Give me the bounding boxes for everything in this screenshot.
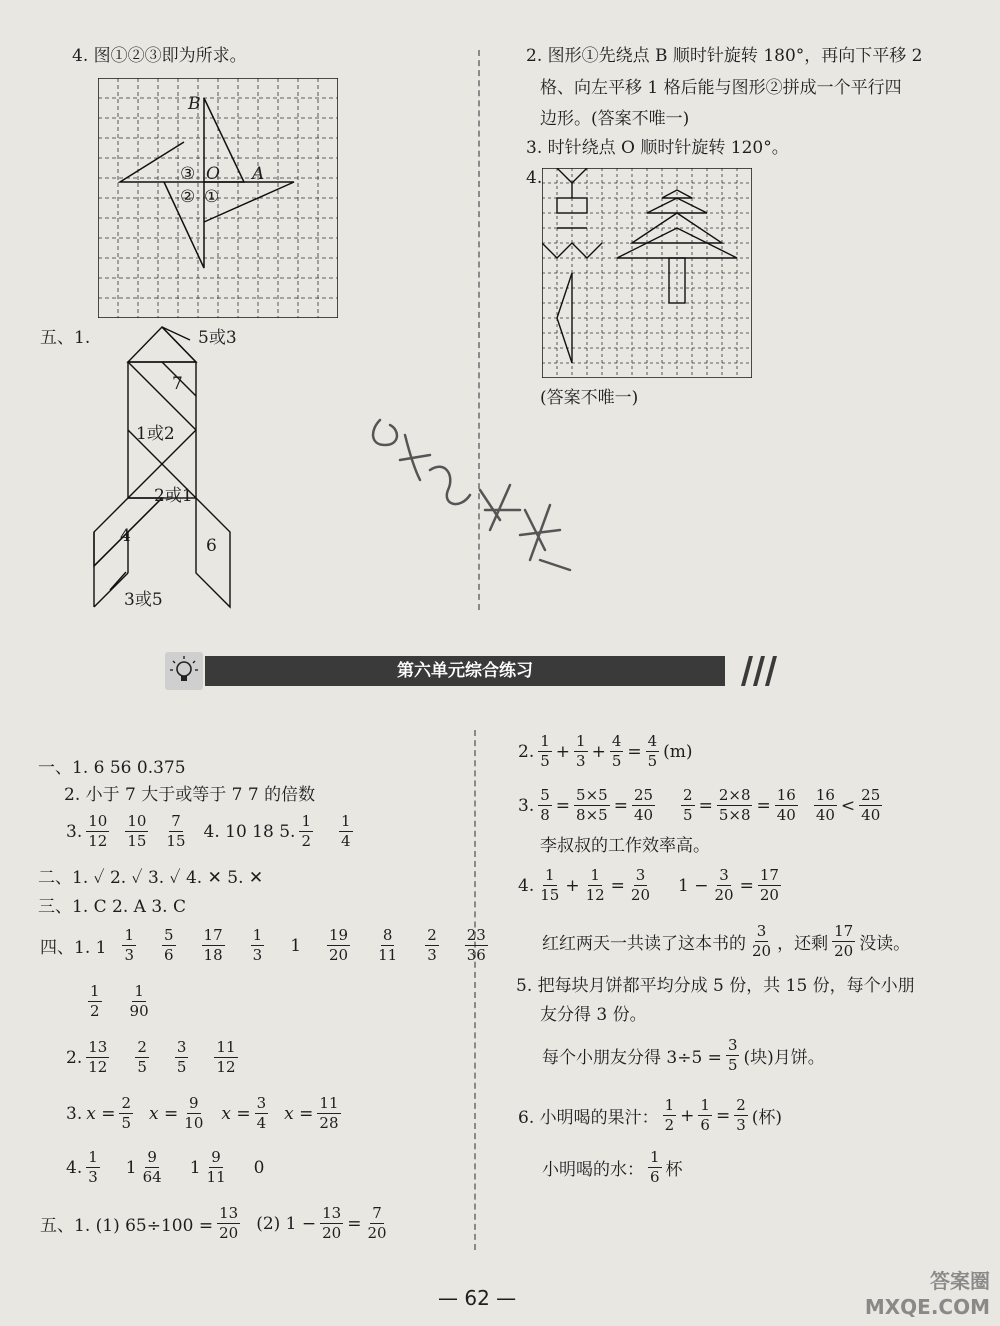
q2-text-line3: 边形。(答案不唯一): [540, 109, 690, 129]
fraction: $\frac{1}{3}$: [252, 926, 263, 964]
lightbulb-icon: [165, 652, 203, 690]
fraction: $\frac{5}{8}$: [540, 786, 550, 824]
tangram-label-4: 4: [120, 526, 131, 546]
fraction: $\frac{16}{40}$: [815, 786, 835, 824]
q3-text: 3. 时针绕点 O 顺时针旋转 120°。: [526, 138, 789, 158]
fraction: $\frac{11}{12}$: [216, 1038, 236, 1076]
fraction: $\frac{13}{20}$: [219, 1204, 239, 1242]
answer-r3-text: 李叔叔的工作效率高。: [540, 836, 710, 856]
fraction: $\frac{17}{18}$: [203, 926, 223, 964]
grid1-label-c2: ②: [180, 187, 196, 207]
fraction: $\frac{23}{36}$: [466, 926, 486, 964]
fraction: $\frac{1}{90}$: [129, 982, 149, 1020]
fraction: $\frac{3}{20}$: [752, 922, 772, 960]
fraction: $\frac{1}{2}$: [90, 982, 100, 1020]
answer-5-1-row: 五、1. (1) 65÷100 = $\frac{13}{20}$ (2) 1 − $\frac{13}{20}$ = $\frac{7}{20}$: [40, 1204, 387, 1242]
tangram-label-7: 7: [172, 374, 183, 394]
grid1-label-o: O: [206, 164, 220, 184]
fraction: $\frac{4}{5}$: [611, 732, 622, 770]
grid1-label-a: A: [252, 164, 265, 184]
fraction: $\frac{25}{40}$: [633, 786, 654, 824]
handwriting-scribble: [360, 400, 620, 580]
answer-r4-row: 4. $\frac{1}{15}$ + $\frac{1}{12}$ = $\frac{3}{20}$ 1 − $\frac{3}{20}$ = $\frac{17}{20}$: [518, 866, 779, 904]
q4-label: 4. 图①②③即为所求。: [72, 46, 247, 66]
answer-r4-text-row: 红红两天一共读了这本书的 $\frac{3}{20}$ ，还剩 $\frac{17}{20}$ 没读。: [542, 922, 911, 960]
answer-1-4-5: 4. 10 18 5.: [203, 821, 296, 842]
fraction: $\frac{1}{4}$: [340, 812, 351, 850]
fraction: $\frac{5}{6}$: [164, 926, 174, 964]
fraction: $\frac{2}{3}$: [736, 1096, 746, 1134]
answer-2: 二、1. ✓ 2. ✓ 3. ✓ 4. ✕ 5. ✕: [38, 868, 264, 888]
fraction: $\frac{5\times 5}{8\times 5}$: [576, 786, 608, 824]
answer-1: 一、1. 6 56 0.375: [38, 758, 186, 778]
fraction: $\frac{1}{3}$: [124, 926, 134, 964]
section-title: 第六单元综合练习: [397, 661, 533, 681]
answer-r5-row: 每个小朋友分得 3÷5 = $\frac{3}{5}$ (块)月饼。: [542, 1036, 825, 1074]
grid1-label-c1: ①: [204, 187, 220, 207]
fraction: $\frac{1}{6}$: [700, 1096, 710, 1134]
fraction: $\frac{17}{20}$: [759, 866, 779, 904]
fraction: $\frac{2}{5}$: [121, 1094, 132, 1132]
watermark: 答案圈 MXQE.COM: [864, 1269, 990, 1319]
fraction: $\frac{19}{20}$: [329, 926, 349, 964]
grid1-label-c3: ③: [180, 164, 196, 184]
fraction: $\frac{3}{20}$: [714, 866, 734, 904]
grid-figure-2: [542, 168, 752, 378]
tangram-label-53: 5或3: [198, 328, 237, 348]
answer-r3-row: 3. $\frac{5}{8}$ = $\frac{5\times 5}{8\times 5}$ = $\frac{25}{40}$ $\frac{2}{5}$ = $\frac{2\times 8}{5\times 8}$ = $\frac{16}{40}$ $\frac{16}{40}$ < $\frac{25}{40}$: [518, 786, 881, 824]
answer-1-3-prefix: 3.: [66, 821, 83, 842]
answer-4-1-row2: [86, 984, 153, 1019]
fraction: $\frac{9}{10}$: [184, 1094, 204, 1132]
fraction: $\frac{9}{11}$: [206, 1148, 226, 1186]
tangram-label-12: 1或2: [136, 424, 175, 444]
fraction: $\frac{1}{15}$: [540, 866, 560, 904]
fraction: $\frac{1}{12}$: [585, 866, 605, 904]
q4r-label: 4.: [526, 168, 543, 188]
fraction: $\frac{3}{4}$: [256, 1094, 267, 1132]
answer-r5-line2: 友分得 3 份。: [540, 1005, 647, 1025]
section-banner: [165, 652, 781, 690]
fraction: $\frac{1}{6}$: [650, 1148, 660, 1186]
answer-4-2-row: 2. $\frac{13}{12}$ $\frac{2}{5}$ $\frac{3}{5}$ $\frac{11}{12}$: [66, 1038, 236, 1076]
banner-stripes-icon: [733, 656, 781, 686]
fraction: $\frac{9}{64}$: [142, 1148, 162, 1186]
fraction: $\frac{1}{3}$: [576, 732, 586, 770]
answer-3: 三、1. C 2. A 3. C: [38, 897, 186, 917]
fraction: $\frac{1}{2}$: [664, 1096, 675, 1134]
fraction: $\frac{16}{40}$: [776, 786, 796, 824]
bottom-column-divider: [474, 730, 476, 1250]
fraction: $\frac{13}{12}$: [88, 1038, 108, 1076]
q2-text-line2: 格、向左平移 1 格后能与图形②拼成一个平行四: [540, 78, 902, 98]
fraction: $\frac{11}{28}$: [319, 1094, 339, 1132]
tangram-figure: [90, 322, 240, 612]
fraction: $\frac{10}{15}$: [127, 812, 147, 850]
tangram-label-35: 3或5: [124, 590, 163, 610]
answer-1-3-row: [64, 814, 355, 849]
fraction: $\frac{2}{5}$: [683, 786, 693, 824]
answer-r6-row: 6. 小明喝的果汁： $\frac{1}{2}$ + $\frac{1}{6}$ = $\frac{2}{3}$ (杯): [518, 1096, 783, 1134]
fraction: $\frac{1}{5}$: [540, 732, 550, 770]
grid1-label-b: B: [188, 94, 201, 114]
fraction: $\frac{25}{40}$: [861, 786, 881, 824]
fraction: $\frac{3}{5}$: [727, 1036, 738, 1074]
fraction: $\frac{17}{20}$: [834, 922, 854, 960]
fraction: $\frac{3}{5}$: [176, 1038, 187, 1076]
fraction: $\frac{2}{3}$: [427, 926, 437, 964]
answer-1-2: 2. 小于 7 大于或等于 7 7 的倍数: [64, 785, 316, 805]
q5-label: 五、1.: [40, 328, 91, 348]
fraction: $\frac{7}{20}$: [367, 1204, 387, 1242]
fraction: $\frac{4}{5}$: [647, 732, 658, 770]
fraction: $\frac{10}{12}$: [88, 812, 108, 850]
fraction: $\frac{1}{2}$: [301, 812, 311, 850]
q4r-note: (答案不唯一): [540, 388, 639, 408]
fraction: $\frac{8}{11}$: [378, 926, 398, 964]
fraction: $\frac{13}{20}$: [322, 1204, 342, 1242]
fraction: $\frac{7}{15}$: [166, 812, 186, 850]
q2-text-line1: 2. 图形①先绕点 B 顺时针旋转 180°，再向下平移 2: [526, 46, 923, 66]
fraction: $\frac{2}{5}$: [137, 1038, 147, 1076]
answer-4-3-row: 3. x = $\frac{2}{5}$ x = $\frac{9}{10}$ x = $\frac{3}{4}$ x = $\frac{11}{28}$: [66, 1094, 339, 1132]
tangram-label-6: 6: [206, 536, 217, 556]
answer-4-4-row: 4. $\frac{1}{3}$ 1 $\frac{9}{64}$ 1 $\frac{9}{11}$ 0: [66, 1148, 265, 1186]
answer-r2-row: 2. $\frac{1}{5}$ + $\frac{1}{3}$ + $\frac{4}{5}$ = $\frac{4}{5}$ (m): [518, 732, 693, 770]
page-number: — 62 —: [438, 1286, 517, 1310]
answer-r6b-row: 小明喝的水： $\frac{1}{6}$ 杯: [542, 1148, 683, 1186]
answer-4-1-row: 四、1. 1 $\frac{1}{3}$ $\frac{5}{6}$ $\frac{17}{18}$ $\frac{1}{3}$ 1 $\frac{19}{20}$ $\frac{8}{11}$ $\frac{2}{3}$ $\frac{23}{36}$: [40, 926, 486, 964]
tangram-label-21: 2或1: [154, 486, 193, 506]
fraction: $\frac{2\times 8}{5\times 8}$: [718, 786, 751, 824]
answer-r5-line1: 5. 把每块月饼都平均分成 5 份，共 15 份，每个小朋: [516, 976, 915, 996]
fraction: $\frac{3}{20}$: [630, 866, 651, 904]
fraction: $\frac{1}{3}$: [88, 1148, 98, 1186]
